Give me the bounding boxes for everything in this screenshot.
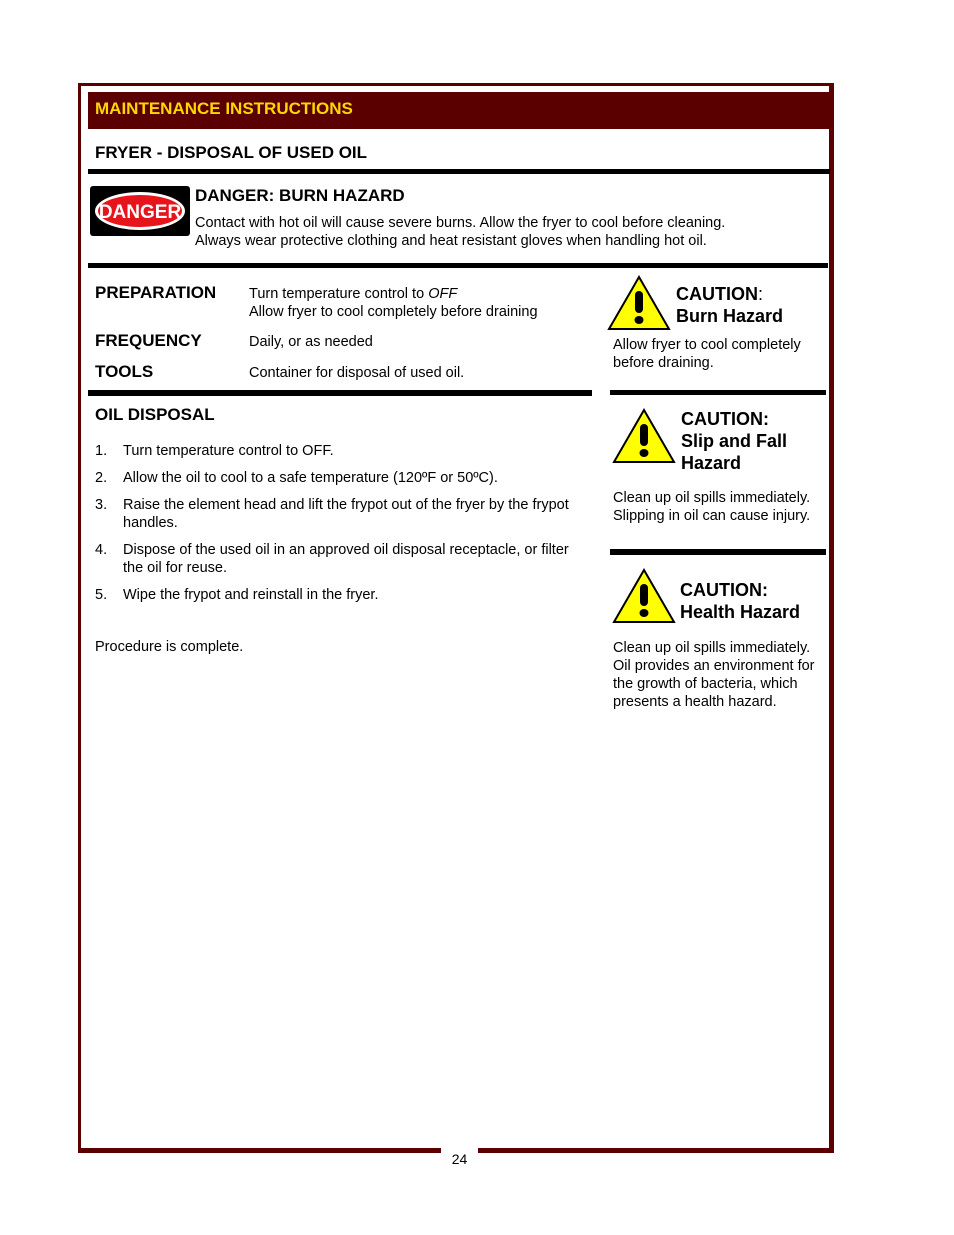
tools-label: TOOLS: [95, 362, 154, 381]
page-number: 24: [451, 1151, 468, 1167]
danger-line-2: Always wear protective clothing and heat resistant gloves when handling hot oil.: [195, 233, 707, 249]
divider: [610, 390, 826, 395]
caution-type-2: Hazard: [681, 453, 742, 473]
step-number: 1.: [95, 443, 108, 459]
step-number: 4.: [95, 542, 108, 558]
step-number: 5.: [95, 587, 108, 603]
step-item: [95, 541, 575, 577]
oil-disposal-steps: [95, 442, 575, 613]
preparation-line-1: Turn temperature control to: [249, 286, 429, 302]
divider: [88, 390, 592, 396]
caution-label: CAUTION:: [680, 580, 768, 600]
warning-triangle-icon: [612, 568, 676, 629]
caution-text: Clean up oil spills immediately. Slipping in oil can cause injury.: [613, 490, 811, 524]
danger-heading: DANGER: BURN HAZARD: [195, 186, 405, 205]
danger-line-1: Contact with hot oil will cause severe burns. Allow the fryer to cool before cleaning.: [195, 215, 726, 231]
caution-text: Allow fryer to cool completely before draining.: [613, 337, 801, 371]
caution-type: Slip and Fall: [681, 431, 788, 451]
danger-text: [195, 214, 725, 250]
step-number: 2.: [95, 470, 108, 486]
caution-type: Health Hazard: [680, 602, 801, 622]
step-text: Raise the element head and lift the frypot out of the fryer by the frypot handles.: [123, 497, 569, 531]
preparation-value: [249, 285, 538, 321]
danger-sign-icon: [90, 186, 190, 236]
preparation-off: OFF: [428, 286, 458, 302]
caution-label: CAUTION: [676, 284, 758, 304]
caution-heading: [680, 579, 800, 623]
section-subtitle: FRYER - DISPOSAL OF USED OIL: [95, 143, 368, 162]
preparation-label: PREPARATION: [95, 283, 217, 302]
caution-heading: [676, 283, 783, 327]
step-text: Wipe the frypot and reinstall in the fryer.: [123, 587, 379, 603]
caution-text: Clean up oil spills immediately. Oil provides an environment for the growth of bacteria, which presents a health hazard.: [613, 640, 815, 710]
danger-sign-text: DANGER: [98, 202, 182, 223]
frequency-label: FREQUENCY: [95, 331, 202, 350]
warning-triangle-icon: [612, 408, 676, 469]
caution-heading: [681, 408, 787, 474]
step-number: 3.: [95, 497, 108, 513]
tools-value: Container for disposal of used oil.: [249, 365, 465, 381]
step-text: Dispose of the used oil in an approved oil disposal receptacle, or filter the oil for reuse.: [123, 542, 569, 576]
procedure-complete: Procedure is complete.: [95, 639, 244, 655]
step-item: [95, 496, 575, 532]
divider: [88, 169, 830, 174]
caution-type: Burn Hazard: [676, 306, 784, 326]
step-item: [95, 586, 575, 604]
header-title: MAINTENANCE INSTRUCTIONS: [95, 99, 353, 118]
divider: [610, 549, 826, 555]
divider: [88, 263, 828, 268]
caution-label: CAUTION:: [681, 409, 769, 429]
preparation-line-2: Allow fryer to cool completely before draining: [249, 304, 538, 320]
oil-disposal-title: OIL DISPOSAL: [95, 405, 215, 424]
step-text: Allow the oil to cool to a safe temperature (120ºF or 50ºC).: [123, 470, 498, 486]
frequency-value: Daily, or as needed: [249, 334, 373, 350]
caution-colon: :: [758, 284, 764, 304]
step-text: Turn temperature control to OFF.: [123, 443, 334, 459]
step-item: [95, 469, 575, 487]
warning-triangle-icon: [607, 275, 671, 336]
step-item: [95, 442, 575, 460]
